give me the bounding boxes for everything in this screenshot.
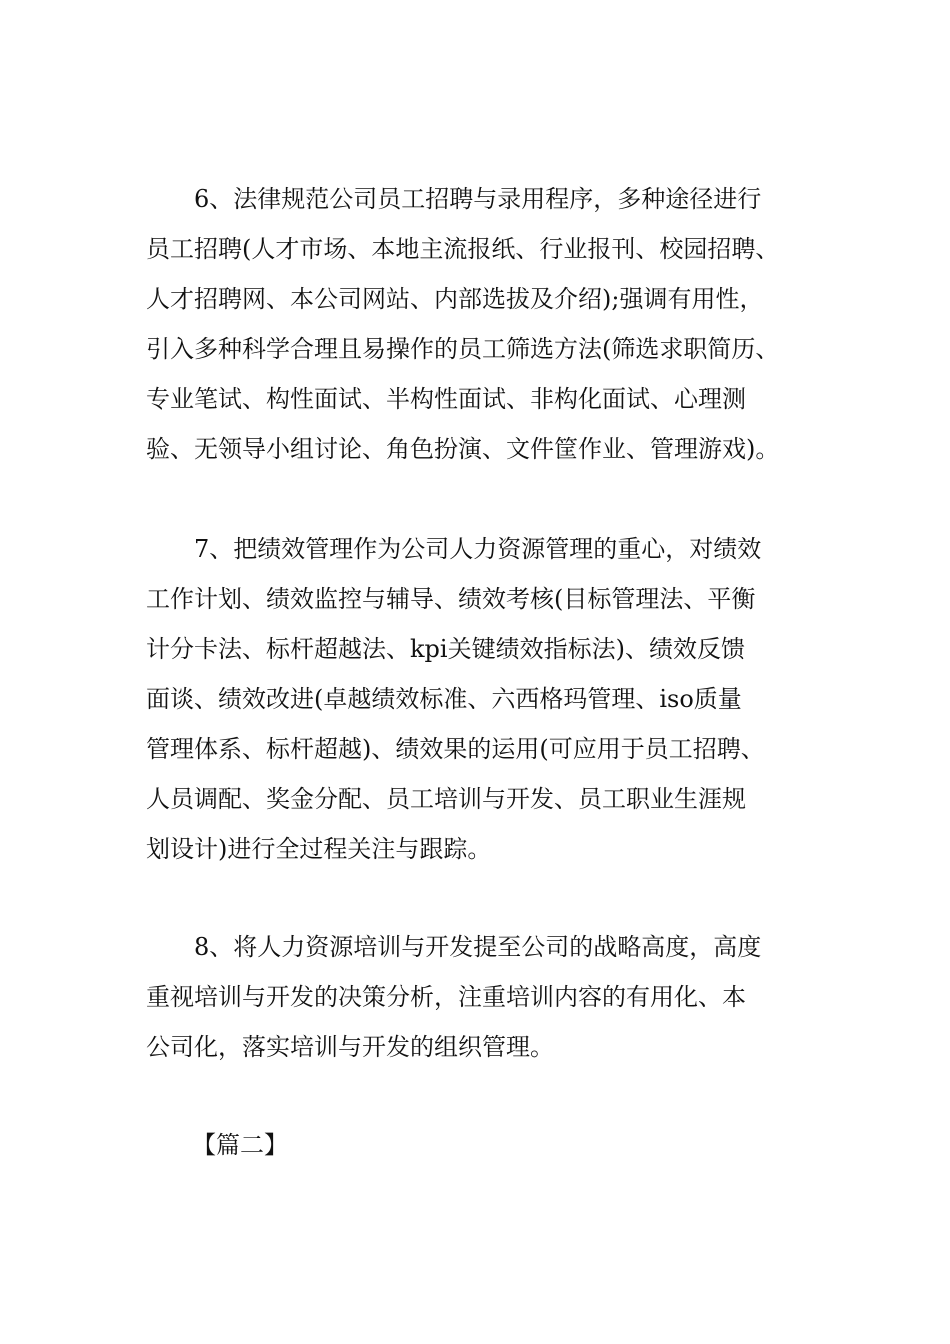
paragraph-8-training (146, 922, 826, 1072)
paragraph-line: 计分卡法、标杆超越法、kpi关键绩效指标法)、绩效反馈 (146, 635, 745, 663)
paragraph-line: 7、把绩效管理作为公司人力资源管理的重心，对绩效 (194, 535, 762, 563)
paragraph-line: 划设计)进行全过程关注与跟踪。 (146, 835, 492, 863)
paragraph-line: 验、无领导小组讨论、角色扮演、文件筐作业、管理游戏)。 (146, 435, 780, 463)
section-heading: 【篇二】 (192, 1131, 288, 1159)
paragraph-line: 专业笔试、构性面试、半构性面试、非构化面试、心理测 (146, 385, 746, 413)
paragraph-line: 面谈、绩效改进(卓越绩效标准、六西格玛管理、iso质量 (146, 685, 742, 713)
paragraph-line: 8、将人力资源培训与开发提至公司的战略高度，高度 (194, 933, 762, 961)
paragraph-line: 重视培训与开发的决策分析，注重培训内容的有用化、本 (146, 983, 746, 1011)
paragraph-7-performance (146, 524, 826, 874)
paragraph-line: 员工招聘(人才市场、本地主流报纸、行业报刊、校园招聘、 (146, 235, 780, 263)
paragraph-line: 引入多种科学合理且易操作的员工筛选方法(筛选求职简历、 (146, 335, 780, 363)
paragraph-line: 人才招聘网、本公司网站、内部选拔及介绍);强调有用性， (146, 285, 764, 313)
paragraph-line: 公司化，落实培训与开发的组织管理。 (146, 1033, 554, 1061)
paragraph-6-recruitment (146, 174, 826, 474)
paragraph-line: 6、法律规范公司员工招聘与录用程序，多种途径进行 (194, 185, 762, 213)
paragraph-line: 管理体系、标杆超越)、绩效果的运用(可应用于员工招聘、 (146, 735, 765, 763)
paragraph-line: 人员调配、奖金分配、员工培训与开发、员工职业生涯规 (146, 785, 746, 813)
paragraph-line: 工作计划、绩效监控与辅导、绩效考核(目标管理法、平衡 (146, 585, 756, 613)
